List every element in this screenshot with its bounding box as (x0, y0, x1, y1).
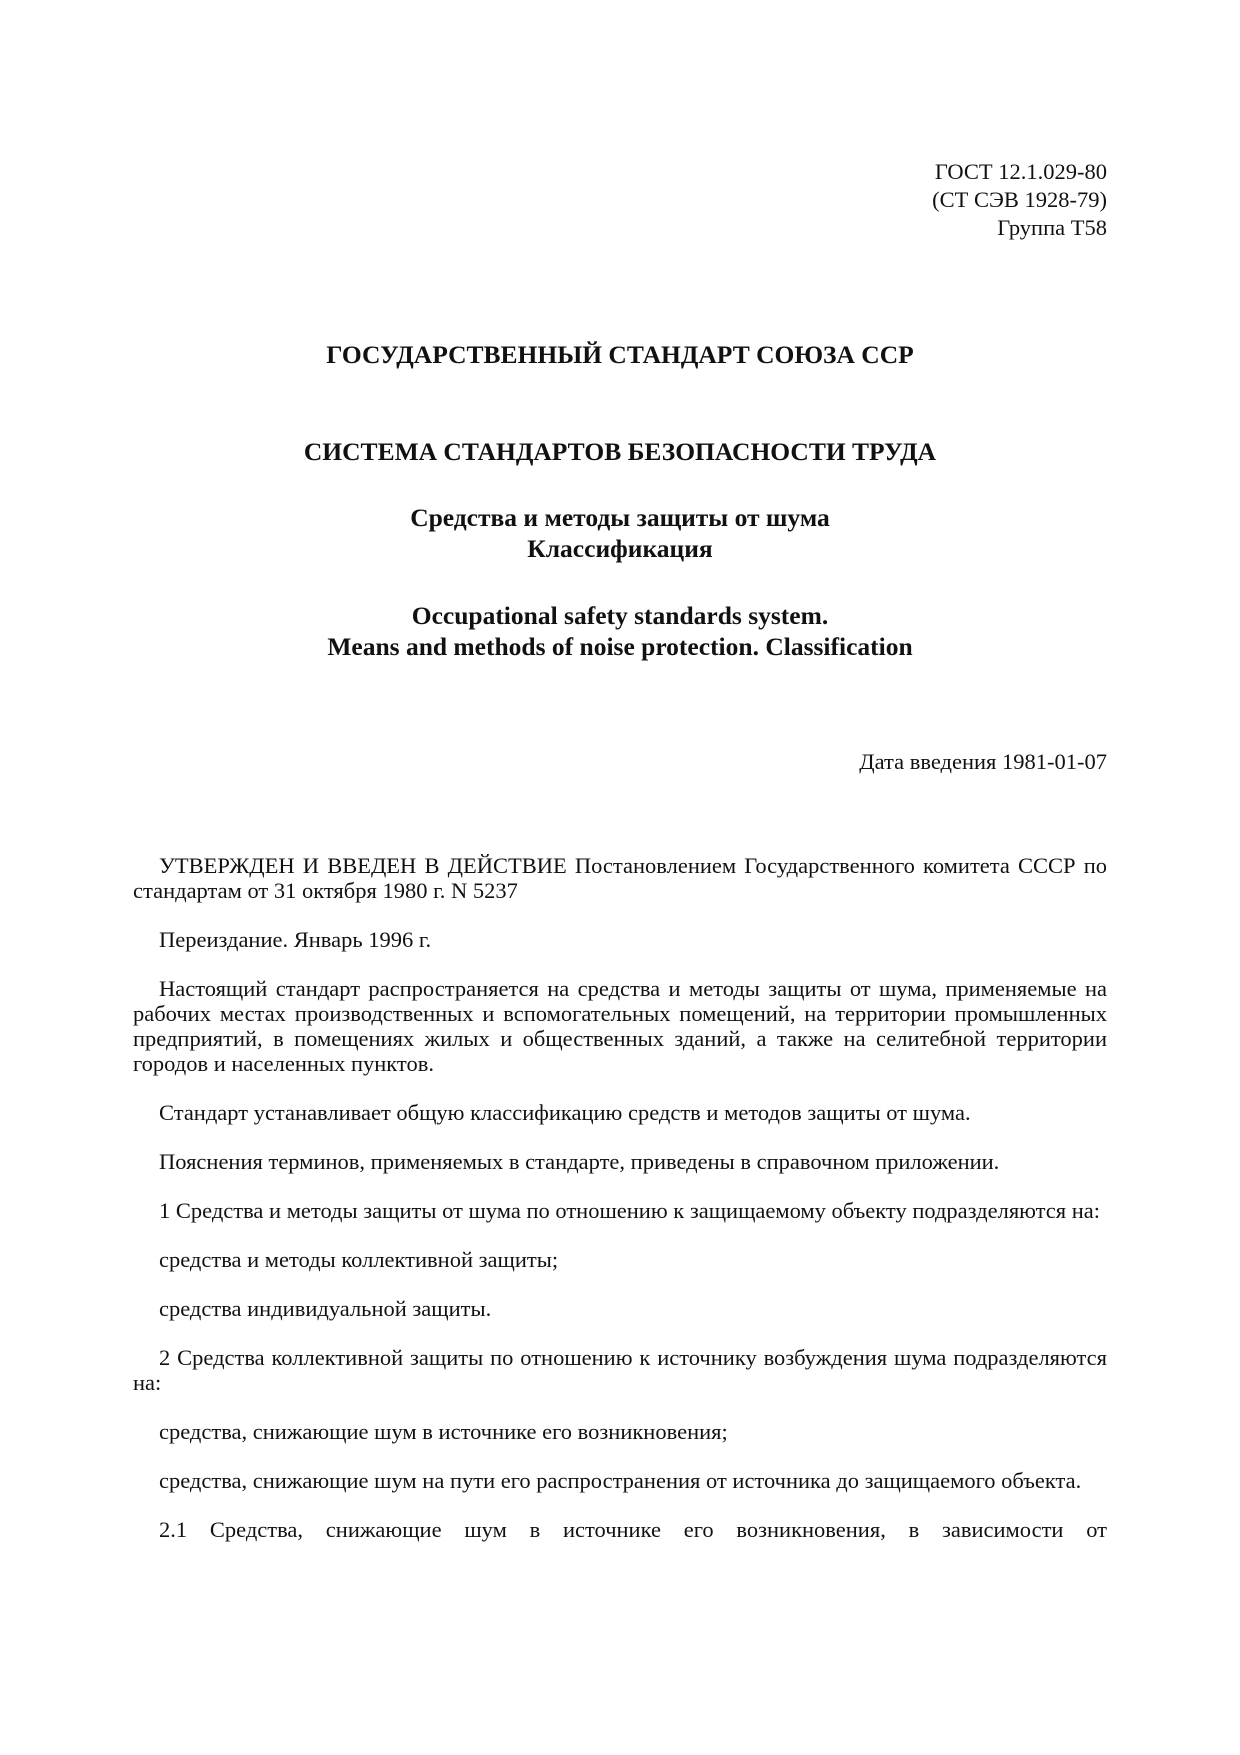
english-title: Occupational safety standards system. (411, 601, 829, 630)
cmea-code: (СТ СЭВ 1928-79) (932, 187, 1107, 212)
state-standard-title: ГОСУДАРСТВЕННЫЙ СТАНДАРТ СОЮЗА ССР (326, 340, 914, 369)
clause-1-item-individual: средства индивидуальной защиты. (159, 1296, 492, 1321)
document-body (133, 853, 1107, 1566)
standard-code: ГОСТ 12.1.029-80 (934, 159, 1107, 184)
terms-paragraph: Пояснения терминов, применяемых в стандарте, приведены в справочном приложении. (159, 1149, 1000, 1174)
clause-1-item-collective: средства и методы коллективной защиты; (159, 1247, 559, 1272)
reissue-paragraph: Переиздание. Январь 1996 г. (159, 927, 432, 952)
standard-group: Группа Т58 (997, 215, 1107, 240)
english-subtitle: Means and methods of noise protection. Classification (327, 632, 913, 661)
purpose-paragraph: Стандарт устанавливает общую классификацию средств и методов защиты от шума. (159, 1100, 971, 1125)
clause-1-paragraph: 1 Средства и методы защиты от шума по отношению к защищаемому объекту подразделяются на: (159, 1198, 1101, 1223)
clause-2-item-source: средства, снижающие шум в источнике его возникновения; (159, 1419, 728, 1444)
document-header (932, 158, 1107, 242)
clause-2-paragraph: 2 Средства коллективной защиты по отношению к источнику возбуждения шума подразделяются на: (133, 1345, 1107, 1395)
scope-paragraph: Настоящий стандарт распространяется на средства и методы защиты от шума, применяемые на рабочих местах производственных и вспомогательных помещений, на территории промышленных предприятий, в помещениях жилых и общественных зданий, а также на селитебной территории городов и населенных пунктов. (133, 976, 1107, 1076)
subject-subtitle: Классификация (527, 534, 713, 563)
clause-2-1-paragraph: 2.1 Средства, снижающие шум в источнике его возникновения, в зависимости от (159, 1517, 1107, 1542)
clause-2-item-path: средства, снижающие шум на пути его распространения от источника до защищаемого объекта. (159, 1468, 1082, 1493)
introduction-date: Дата введения 1981-01-07 (859, 749, 1107, 774)
system-title: СИСТЕМА СТАНДАРТОВ БЕЗОПАСНОСТИ ТРУДА (303, 437, 937, 466)
approval-paragraph: УТВЕРЖДЕН И ВВЕДЕН В ДЕЙСТВИЕ Постановлением Государственного комитета СССР по стандартам от 31 октября 1980 г. N 5237 (133, 853, 1107, 903)
subject-title: Средства и методы защиты от шума (410, 503, 830, 532)
